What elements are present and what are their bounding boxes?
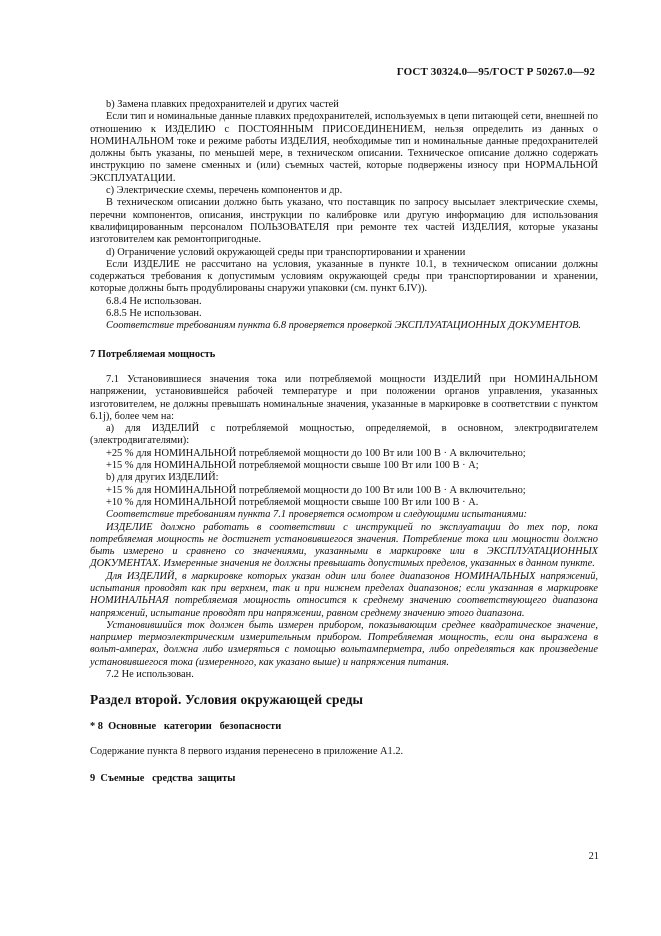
section-heading: 9 Съемные средства защиты	[90, 773, 236, 785]
page-number: 21	[588, 851, 599, 862]
paragraph: b) для других ИЗДЕЛИЙ:	[106, 472, 219, 484]
part-heading: Раздел второй. Условия окружающей среды	[90, 692, 364, 708]
compliance-note: Соответствие требованиям пункта 6.8 проверяется проверкой ЭКСПЛУАТАЦИОННЫХ ДОКУМЕНТОВ.	[106, 320, 582, 332]
test-description: Для ИЗДЕЛИЙ, в маркировке которых указан один или более диапазонов НОМИНАЛЬНЫХ напряжений, испытания проводят как при верхнем, так и при нижнем пределах диапазонов; если указанная в маркировке НОМИНАЛЬНАЯ потребляемая мощность относится к среднему значению соответствующего диапазона напряжений, испытание проводят при напряжении, равном среднему значению этого диапазона.	[90, 570, 598, 619]
compliance-note: Соответствие требованиям пункта 7.1 проверяется осмотром и следующими испытаниями:	[106, 509, 527, 521]
list-item: +10 % для НОМИНАЛЬНОЙ потребляемой мощности свыше 100 Вт или 100 В · А.	[106, 496, 479, 508]
test-description: ИЗДЕЛИЕ должно работать в соответствии с инструкцией по эксплуатации до тех пор, пока потребляемая мощность не достигнет установившегося значения. Потребление тока или мощности должно быть измерено и сравнено со значениями, указанными в маркировке или в ЭКСПЛУАТАЦИОННЫХ ДОКУМЕНТАХ. Измеренные значения не должны превышать допустимых пределов, указанных в данном пункте.	[90, 521, 598, 570]
list-item: +15 % для НОМИНАЛЬНОЙ потребляемой мощности до 100 Вт или 100 В · А включительно;	[106, 484, 526, 496]
paragraph: c) Электрические схемы, перечень компонентов и др.	[106, 185, 343, 197]
test-description: Установившийся ток должен быть измерен прибором, показывающим среднее квадратическое значение, например термоэлектрическим измерительным прибором. Потребляемая мощность, если она выражена в вольт-амперах, должна либо измеряться с помощью вольтамперметра, либо определяться как произведение установившегося тока (измеренного, как указано выше) и напряжения питания.	[90, 619, 598, 668]
document-header: ГОСТ 30324.0—95/ГОСТ Р 50267.0—92	[396, 66, 595, 78]
paragraph: Если тип и номинальные данные плавких предохранителей, используемых в цепи питающей сети, внешней по отношению к ИЗДЕЛИЮ с ПОСТОЯННЫМ ПРИСОЕДИНЕНИЕМ, нельзя определить из данных о НОМИНАЛЬНОМ токе и режиме работы ИЗДЕЛИЯ, необходимые тип и номинальные данные предохранителей должны быть указаны, по меньшей мере, в техническом описании. Техническое описание должно содержать инструкцию по замене сменных и (или) съемных частей, которые подвержены износу при НОРМАЛЬНОЙ ЭКСПЛУАТАЦИИ.	[90, 111, 598, 184]
paragraph: a) для ИЗДЕЛИЙ с потребляемой мощностью, определяемой, в основном, электродвигателем (электродвигателями):	[90, 423, 598, 447]
paragraph: 7.1 Установившиеся значения тока или потребляемой мощности ИЗДЕЛИЙ при НОМИНАЛЬНОМ напряжении, установившейся рабочей температуре и при положении органов управления, указанных изготовителем, не должны превышать номинальные значения, указанные в маркировке в соответствии с пунктом 6.1j), более чем на:	[90, 373, 598, 422]
document-body	[90, 99, 598, 799]
paragraph: 7.2 Не использован.	[106, 669, 194, 681]
paragraph: Содержание пункта 8 первого издания перенесено в приложение A1.2.	[90, 745, 404, 757]
paragraph: В техническом описании должно быть указано, что поставщик по запросу высылает электрические схемы, перечни компонентов, описания, инструкции по калибровке или другую информацию для использования квалифицированным персоналом ПОЛЬЗОВАТЕЛЯ при ремонте тех частей ИЗДЕЛИЯ, которые указаны изготовителем как ремонтопригодные.	[90, 197, 598, 246]
paragraph: 6.8.5 Не использован.	[106, 308, 202, 320]
paragraph: b) Замена плавких предохранителей и других частей	[106, 99, 339, 110]
paragraph: Если ИЗДЕЛИЕ не рассчитано на условия, указанные в пункте 10.1, в техническом описании должны содержаться требования к допустимым условиям окружающей среды при транспортировании и хранении, которые должны быть продублированы снаружи упаковки (см. пункт 6.IV)).	[90, 258, 598, 295]
list-item: +25 % для НОМИНАЛЬНОЙ потребляемой мощности до 100 Вт или 100 В · А включительно;	[106, 447, 526, 459]
section-heading: * 8 Основные категории безопасности	[90, 720, 282, 732]
list-item: +15 % для НОМИНАЛЬНОЙ потребляемой мощности свыше 100 Вт или 100 В · А;	[106, 460, 479, 472]
section-heading: 7 Потребляемая мощность	[90, 348, 216, 360]
paragraph: d) Ограничение условий окружающей среды при транспортировании и хранении	[106, 246, 466, 258]
paragraph: 6.8.4 Не использован.	[106, 295, 202, 307]
